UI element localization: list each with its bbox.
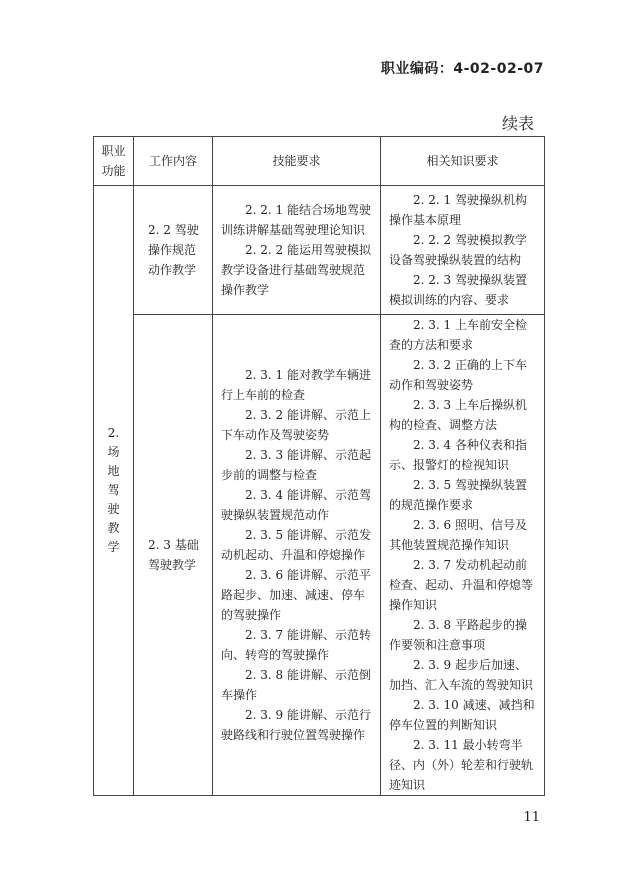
skill-item: 2. 2. 1 能结合场地驾驶训练讲解基础驾驶理论知识	[221, 203, 371, 237]
table-row	[94, 315, 545, 796]
knowledge-item: 2. 3. 9 起步后加速、加挡、汇入车流的驾驶知识	[389, 658, 534, 692]
table-row	[94, 186, 545, 315]
skills-cell	[213, 186, 381, 315]
knowledge-item: 2. 2. 3 驾驶操纵装置模拟训练的内容、要求	[389, 273, 527, 307]
function-char: 学	[107, 540, 120, 554]
skill-table	[93, 136, 545, 796]
skill-item: 2. 3. 1 能对教学车辆进行上车前的检查	[221, 368, 371, 402]
knowledge-item: 2. 2. 1 驾驶操纵机构操作基本原理	[389, 193, 527, 227]
skill-item: 2. 3. 3 能讲解、示范起步前的调整与检查	[221, 448, 371, 482]
function-number: 2.	[107, 426, 120, 440]
header-knowledge: 相关知识要求	[381, 137, 545, 186]
skill-item: 2. 3. 8 能讲解、示范倒车操作	[221, 668, 371, 702]
knowledge-item: 2. 3. 11 最小转弯半径、内（外）轮差和行驶轨迹知识	[389, 738, 534, 792]
function-char: 地	[107, 464, 120, 478]
skill-item: 2. 3. 7 能讲解、示范转向、转弯的驾驶操作	[221, 628, 371, 662]
knowledge-item: 2. 3. 10 减速、减挡和停车位置的判断知识	[389, 698, 535, 732]
function-cell	[94, 186, 134, 796]
knowledge-item: 2. 3. 1 上车前安全检查的方法和要求	[389, 318, 527, 352]
knowledge-item: 2. 3. 6 照明、信号及其他装置规范操作知识	[389, 518, 527, 552]
page-number: 11	[523, 810, 540, 825]
knowledge-item: 2. 3. 2 正确的上下车动作和驾驶姿势	[389, 358, 527, 392]
knowledge-item: 2. 2. 2 驾驶模拟教学设备驾驶操纵装置的结构	[389, 233, 527, 267]
skill-item: 2. 3. 6 能讲解、示范平路起步、加速、减速、停车的驾驶操作	[221, 568, 371, 622]
header-content: 工作内容	[134, 137, 213, 186]
function-char: 教	[107, 521, 120, 535]
skills-cell	[213, 315, 381, 796]
continued-label: 续表	[501, 114, 534, 133]
header-skills: 技能要求	[213, 137, 381, 186]
function-char: 驶	[107, 502, 120, 516]
function-char: 驾	[107, 483, 120, 497]
skill-item: 2. 3. 2 能讲解、示范上下车动作及驾驶姿势	[221, 408, 371, 442]
knowledge-item: 2. 3. 3 上车后操纵机构的检查、调整方法	[389, 398, 527, 432]
skill-item: 2. 3. 5 能讲解、示范发动机起动、升温和停熄操作	[221, 528, 371, 562]
knowledge-item: 2. 3. 4 各种仪表和指示、报警灯的检视知识	[389, 438, 527, 472]
function-char: 场	[107, 445, 120, 459]
table-header-row	[94, 137, 545, 186]
knowledge-cell	[381, 186, 545, 315]
skill-item: 2. 3. 9 能讲解、示范行驶路线和行驶位置驾驶操作	[221, 708, 371, 742]
knowledge-cell	[381, 315, 545, 796]
occupation-code: 职业编码：4-02-02-07	[380, 61, 544, 77]
header-function: 职业功能	[94, 137, 134, 186]
knowledge-item: 2. 3. 7 发动机起动前检查、起动、升温和停熄等操作知识	[389, 558, 534, 612]
skill-item: 2. 2. 2 能运用驾驶模拟教学设备进行基础驾驶规范操作教学	[221, 243, 371, 297]
knowledge-item: 2. 3. 5 驾驶操纵装置的规范操作要求	[389, 478, 527, 512]
skill-item: 2. 3. 4 能讲解、示范驾驶操纵装置规范动作	[221, 488, 371, 522]
work-content-cell: 2. 2 驾驶操作规范动作教学	[134, 186, 213, 315]
knowledge-item: 2. 3. 8 平路起步的操作要领和注意事项	[389, 618, 527, 652]
work-content-cell: 2. 3 基础驾驶教学	[134, 315, 213, 796]
